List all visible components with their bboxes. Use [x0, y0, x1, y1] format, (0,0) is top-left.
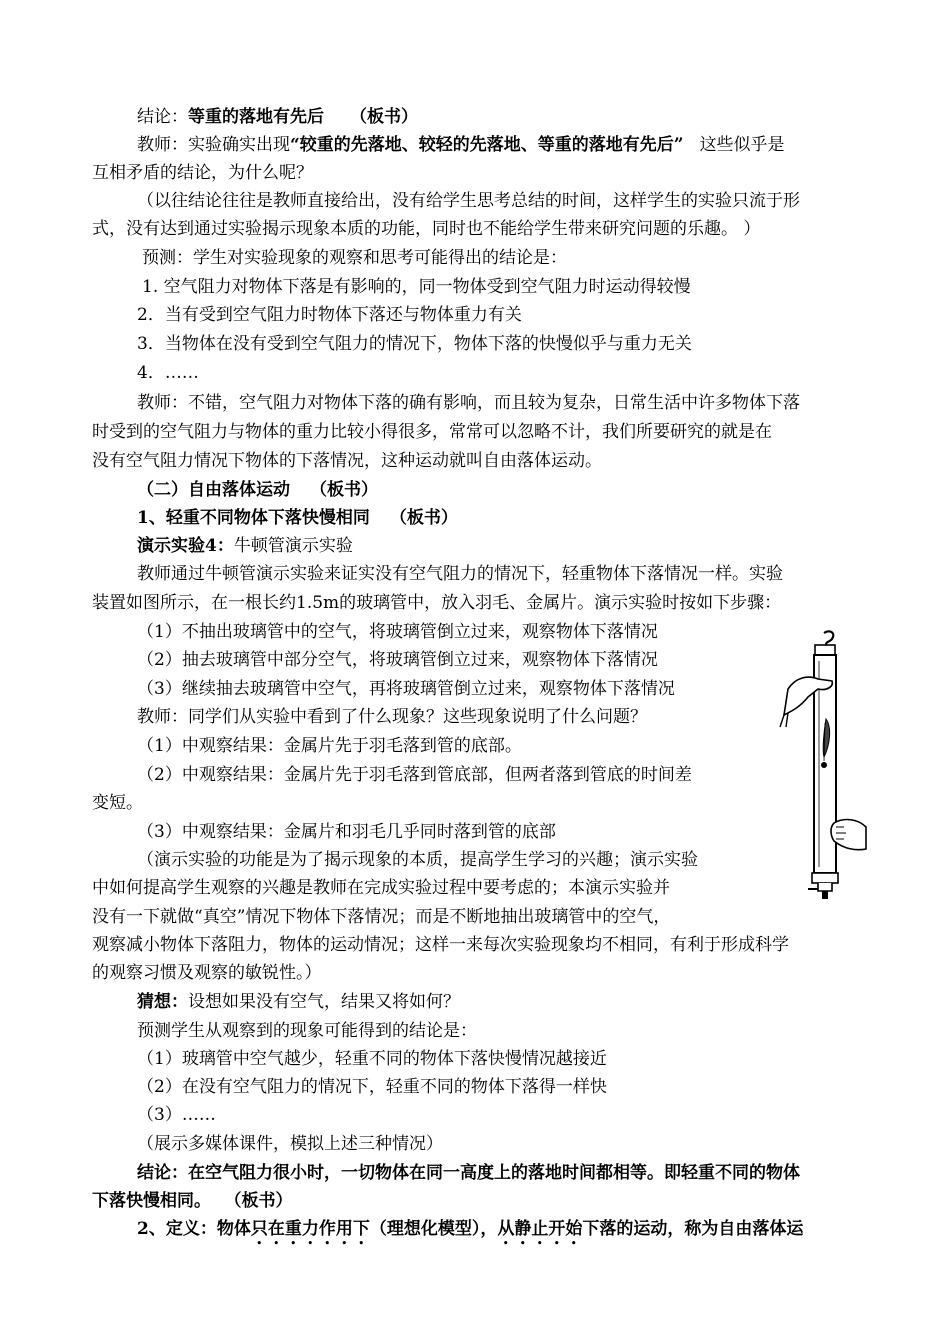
list-item: （2）抽去玻璃管中部分空气，将玻璃管倒立过来，观察物体下落情况 [137, 650, 658, 670]
conclusion-line-2b [92, 1190, 293, 1212]
list-item: （3）继续抽去玻璃管中空气，再将玻璃管倒立过来，观察物体下落情况 [137, 679, 675, 699]
text-bold: 等重的落地有先后 [188, 107, 324, 127]
definition-line [137, 1218, 803, 1249]
list-item: （3）…… [137, 1105, 216, 1125]
board-note: （板书） [350, 107, 418, 127]
list-item: （3）中观察结果：金属片和羽毛几乎同时落到管的底部 [137, 822, 556, 842]
paragraph-line: 预测：学生对实验现象的观察和思考可能得出的结论是： [142, 248, 567, 268]
text: 这些似乎是 [699, 135, 785, 155]
demo-heading [137, 535, 353, 557]
conclusion-line-1 [137, 106, 418, 128]
hook-icon [824, 631, 833, 645]
valve-body [818, 883, 832, 891]
list-item: 3．当物体在没有受到空气阻力的情况下，物体下落的快慢似乎与重力无关 [137, 334, 692, 354]
coin-icon [821, 762, 827, 768]
list-item: （1）不抽出玻璃管中的空气，将玻璃管倒立过来，观察物体下落情况 [137, 622, 658, 642]
text-bold: 猜想： [137, 992, 188, 1012]
text: （二）自由落体运动 [137, 480, 290, 500]
section-heading [137, 479, 378, 501]
list-item: （1）玻璃管中空气越少，轻重不同的物体下落快慢情况越接近 [137, 1049, 607, 1069]
conclusion-line-2: 结论：在空气阻力很小时，一切物体在同一高度上的落地时间都相等。即轻重不同的物体 [137, 1163, 800, 1183]
valve-icon [822, 891, 828, 899]
text: （理想化模型）， [369, 1219, 498, 1239]
paragraph-line: 观察减小物体下落阻力，物体的运动情况；这样一来每次实验现象均不相同，有利于形成科学 [92, 935, 789, 955]
list-item: 2．当有受到空气阻力时物体下落还与物体重力有关 [137, 305, 522, 325]
paragraph-line: 互相矛盾的结论，为什么呢？ [92, 163, 313, 183]
text: 1、轻重不同物体下落快慢相同 [137, 508, 370, 528]
list-item: （2）中观察结果：金属片先于羽毛落到管底部，但两者落到管底的时间差 [137, 765, 692, 785]
board-note: （板书） [310, 480, 378, 500]
list-item: （1）中观察结果：金属片先于羽毛落到管的底部。 [137, 736, 522, 756]
tube-cap-bottom [812, 873, 838, 883]
paragraph-line: 式，没有达到通过实验揭示现象本质的功能，同时也不能给学生带来研究问题的乐趣。 ） [92, 219, 761, 239]
tube-cap-top [815, 645, 835, 655]
paragraph-line: 教师：同学们从实验中看到了什么现象？这些现象说明了什么问题？ [137, 707, 647, 727]
paragraph-line: 教师：不错，空气阻力对物体下落的确有影响，而且较为复杂，日常生活中许多物体下落 [137, 393, 800, 413]
board-note: （板书） [389, 508, 458, 528]
text-bold: 演示实验4： [137, 536, 234, 556]
text: 牛顿管演示实验 [233, 536, 353, 556]
text: 结论： [137, 107, 188, 127]
text-bold: “较重的先落地、较轻的先落地、等重的落地有先后” [290, 135, 684, 155]
paragraph-line: 中如何提高学生观察的兴趣是教师在完成实验过程中要考虑的；本演示实验并 [92, 878, 670, 898]
paragraph-line: 装置如图所示，在一根长约1.5m的玻璃管中，放入羽毛、金属片。演示实验时按如下步骤： [92, 593, 782, 613]
emphasis-text: 从静止开始 [497, 1219, 583, 1239]
paragraph-line: 没有空气阻力情况下物体的下落情况，这种运动就叫自由落体运动。 [92, 451, 602, 471]
list-item: 4．…… [137, 363, 199, 383]
paragraph-line: 变短。 [92, 793, 143, 813]
newton-tube-illustration [778, 627, 868, 902]
paragraph-line: （以往结论往往是教师直接给出，没有给学生思考总结的时间，这样学生的实验只流于形 [137, 191, 800, 211]
list-item: 1. 空气阻力对物体下落是有影响的，同一物体受到空气阻力时运动得较慢 [142, 277, 691, 297]
teacher-line [137, 134, 785, 156]
paragraph-line: 时受到的空气阻力与物体的重力比较小得很多，常常可以忽略不计，我们所要研究的就是在 [92, 422, 772, 442]
paragraph-line: 预测学生从观察到的现象可能得到的结论是： [137, 1021, 477, 1041]
paragraph-line: （展示多媒体课件，模拟上述三种情况） [137, 1134, 443, 1154]
paragraph-line: （演示实验的功能是为了揭示现象的本质，提高学生学习的兴趣；演示实验 [137, 850, 698, 870]
list-item: （2）在没有空气阻力的情况下，轻重不同的物体下落得一样快 [137, 1077, 607, 1097]
paragraph-line: 教师通过牛顿管演示实验来证实没有空气阻力的情况下，轻重物体下落情况一样。实验 [137, 564, 783, 584]
text: 2、定义：物体 [137, 1219, 251, 1239]
text: 下落的运动，称为自由落体运 [582, 1219, 804, 1239]
board-note: （板书） [233, 1191, 293, 1211]
sleeve-top [780, 713, 788, 727]
paragraph-line: 没有一下就做“真空”情况下物体下落情况；而是不断地抽出玻璃管中的空气， [92, 907, 671, 927]
emphasis-text: 只在重力作用下 [250, 1219, 370, 1239]
text: 教师：实验确实出现 [137, 135, 290, 155]
guess-line [137, 991, 460, 1013]
subsection-heading [137, 507, 458, 529]
text: 设想如果没有空气，结果又将如何？ [188, 992, 460, 1012]
paragraph-line: 的观察习惯及观察的敏锐性。） [92, 963, 322, 983]
text: 下落快慢相同。 [92, 1191, 211, 1211]
